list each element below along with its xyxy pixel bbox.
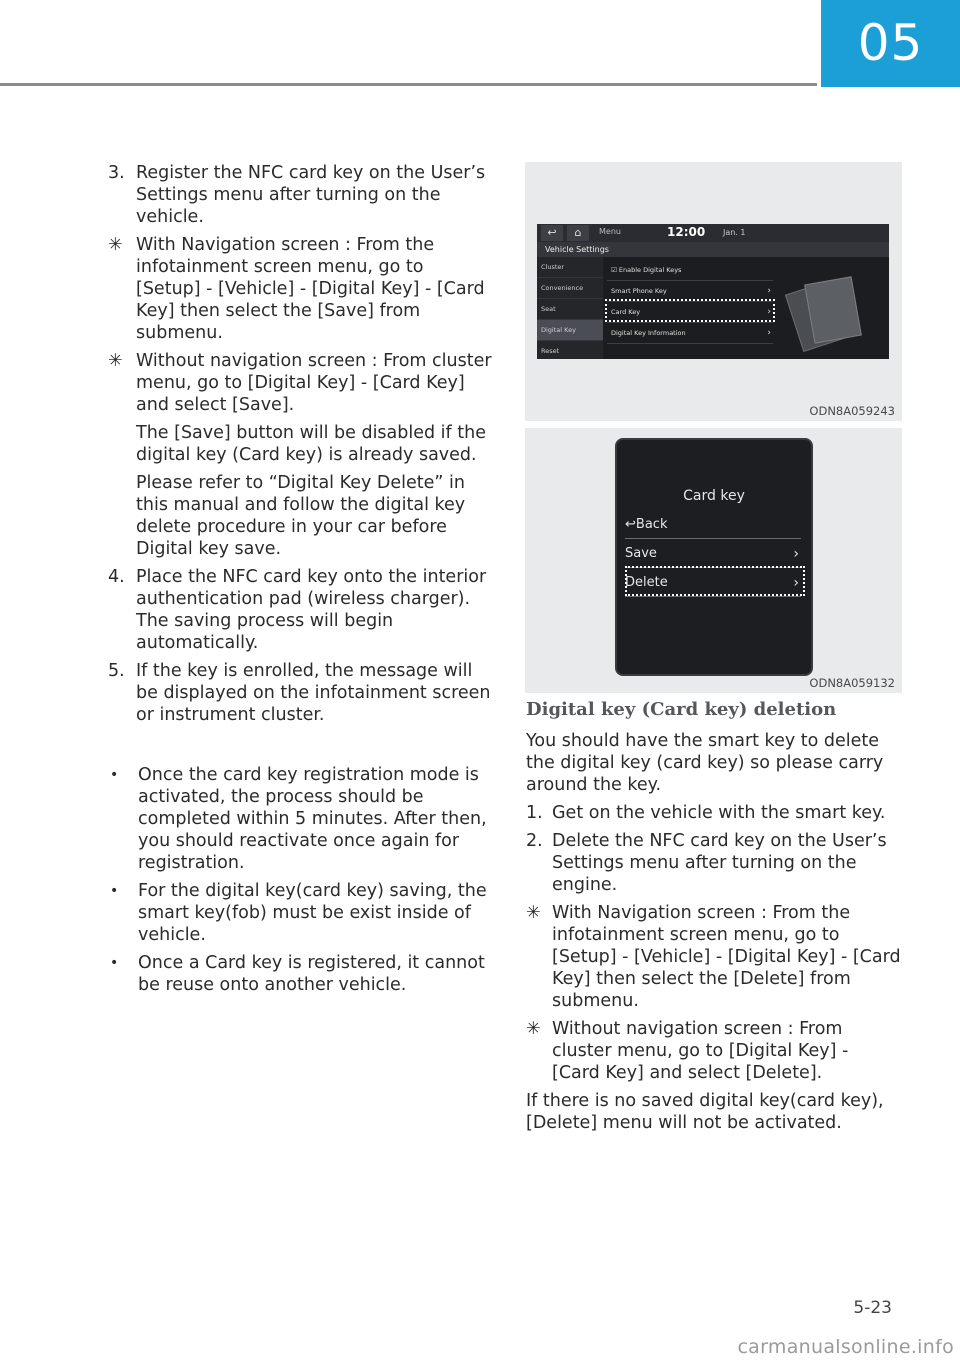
bullet-list <box>108 764 493 996</box>
sidebar-item: Cluster <box>537 257 603 278</box>
screen-top-bar <box>537 224 889 242</box>
section-heading: Digital key (Card key) deletion <box>526 699 837 720</box>
delete-row: Delete › <box>625 570 801 597</box>
sidebar-item: Seat <box>537 299 603 320</box>
step-text: With Navigation screen : From the infotainment screen menu, go to [Setup] - [Vehicle] - [Digital Key] - [Card Key] then select the [Delete] from submenu. <box>552 903 901 1011</box>
page-number: 5-23 <box>853 1298 892 1318</box>
back-row: ↩Back <box>625 512 801 539</box>
settings-sidebar <box>537 257 603 359</box>
back-icon: ↩ <box>625 517 636 532</box>
date: Jan. 1 <box>723 228 746 237</box>
step-marker: 1. <box>526 803 543 823</box>
checkbox-icon: ☑ <box>611 266 619 274</box>
list-item <box>108 880 493 946</box>
outro-paragraph: If there is no saved digital key(card key), [Delete] menu will not be activated. <box>526 1091 884 1133</box>
bullet-text: Once the card key registration mode is activated, the process should be completed within 5 minutes. After then, you should reactivate once again for registration. <box>138 765 487 873</box>
screen-subtitle: Vehicle Settings <box>537 242 889 257</box>
figure-caption: ODN8A059243 <box>809 404 895 418</box>
list-item: Card Key › <box>607 302 773 323</box>
sidebar-item-selected: Digital Key <box>537 320 603 341</box>
cluster-figure <box>525 428 902 693</box>
asterisk-icon: ✳ <box>108 351 123 371</box>
nav-screen-note <box>108 234 493 344</box>
asterisk-icon: ✳ <box>526 1019 541 1039</box>
infotainment-figure <box>525 162 902 421</box>
bullet-icon: • <box>110 955 119 971</box>
highlight-outline <box>625 566 805 596</box>
back-icon: ↩ <box>541 225 563 241</box>
step-text: Register the NFC card key on the User’s Settings menu after turning on the vehicle. <box>136 163 486 227</box>
note-paragraph: Please refer to “Digital Key Delete” in this manual and follow the digital key delete procedure in your car before Digital key save. <box>136 473 466 559</box>
right-column <box>526 698 901 1140</box>
list-item: Smart Phone Key › <box>607 281 773 302</box>
clock: 12:00 <box>667 225 706 239</box>
step-4 <box>108 566 493 654</box>
step-text: Without navigation screen : From cluster menu, go to [Digital Key] - [Card Key] and select [Delete]. <box>552 1019 849 1083</box>
intro-paragraph: You should have the smart key to delete the digital key (card key) so please carry around the key. <box>526 731 884 795</box>
bullet-text: For the digital key(card key) saving, the smart key(fob) must be exist inside of vehicle. <box>138 881 487 945</box>
chevron-right-icon: › <box>793 575 799 591</box>
asterisk-icon: ✳ <box>108 235 123 255</box>
cluster-screen <box>615 438 813 676</box>
step-marker: 3. <box>108 163 125 183</box>
step-text: Delete the NFC card key on the User’s Settings menu after turning on the engine. <box>552 831 887 895</box>
list-item: Digital Key Information › <box>607 323 773 344</box>
note-paragraph: The [Save] button will be disabled if the digital key (Card key) is already saved. <box>136 423 486 465</box>
list-item <box>108 952 493 996</box>
step-text: Get on the vehicle with the smart key. <box>552 803 886 823</box>
step-marker: 5. <box>108 661 125 681</box>
sidebar-item: Reset <box>537 341 603 359</box>
home-icon: ⌂ <box>567 225 589 241</box>
figure-caption: ODN8A059132 <box>809 676 895 690</box>
watermark: carmanualsonline.info <box>737 1336 954 1358</box>
chevron-right-icon: › <box>793 546 799 562</box>
step-2 <box>526 830 901 896</box>
bullet-icon: • <box>110 767 119 783</box>
cluster-title: Card key <box>683 488 745 504</box>
step-marker: 2. <box>526 831 543 851</box>
nav-screen-note <box>526 902 901 1012</box>
infotainment-screen <box>537 224 889 359</box>
highlight-outline <box>605 299 775 322</box>
step-text: Place the NFC card key onto the interior authentication pad (wireless charger). The saving process will begin automatically. <box>136 567 487 653</box>
step-text: Without navigation screen : From cluster menu, go to [Digital Key] - [Card Key] and select [Save]. <box>136 351 492 415</box>
no-nav-screen-note <box>526 1018 901 1084</box>
bullet-icon: • <box>110 883 119 899</box>
chevron-right-icon: › <box>767 286 771 296</box>
step-text: If the key is enrolled, the message will be displayed on the infotainment screen or instrument cluster. <box>136 661 491 725</box>
list-item: ☑ Enable Digital Keys <box>607 260 773 281</box>
step-marker: 4. <box>108 567 125 587</box>
card-illustration <box>804 276 862 343</box>
bullet-text: Once a Card key is registered, it cannot be reuse onto another vehicle. <box>138 953 485 995</box>
save-row: Save › <box>625 541 801 568</box>
step-text: With Navigation screen : From the infotainment screen menu, go to [Setup] - [Vehicle] - [Digital Key] - [Card Key] then select the [Save] from submenu. <box>136 235 485 343</box>
step-1 <box>526 802 901 824</box>
left-column <box>108 162 493 1002</box>
asterisk-icon: ✳ <box>526 903 541 923</box>
step-3 <box>108 162 493 228</box>
chevron-right-icon: › <box>767 328 771 338</box>
no-nav-screen-note <box>108 350 493 416</box>
list-item <box>108 764 493 874</box>
header-rule <box>0 83 817 86</box>
menu-label: Menu <box>599 227 621 236</box>
step-5 <box>108 660 493 726</box>
chapter-tab: 05 <box>821 0 960 87</box>
sidebar-item: Convenience <box>537 278 603 299</box>
chevron-right-icon: › <box>767 307 771 317</box>
